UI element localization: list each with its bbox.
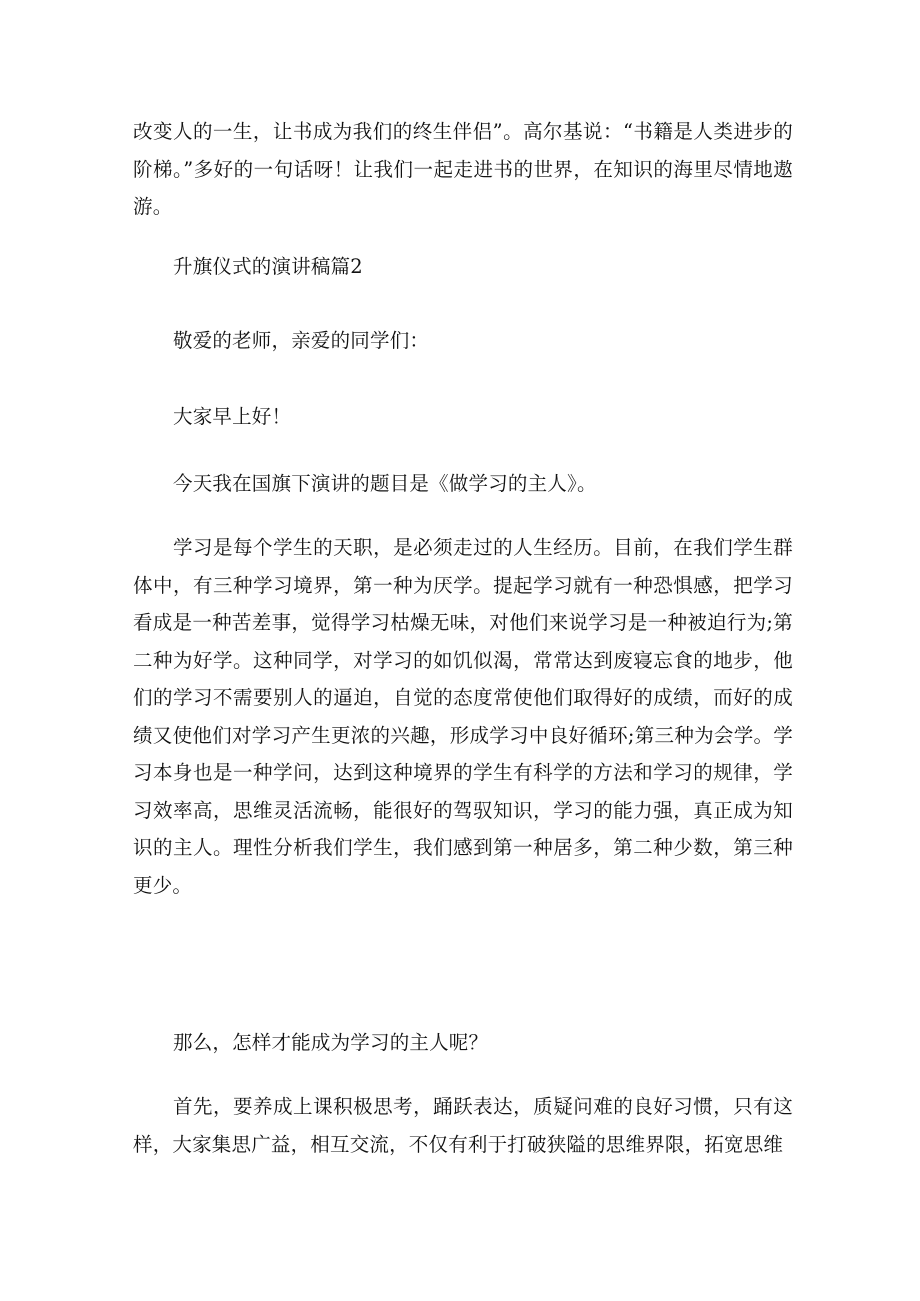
speech-topic: 今天我在国旗下演讲的题目是《做学习的主人》。 (173, 472, 597, 495)
greeting: 大家早上好！ (173, 405, 292, 428)
paragraph-learning-levels: 学习是每个学生的天职，是必须走过的人生经历。目前，在我们学生群体中，有三种学习境界，第一种为厌学。提起学习就有一种恐惧感，把学习看成是一种苦差事，觉得学习枯燥无味，对他们来说学习是一种被迫行为;第二种为好学。这种同学，对学习的如饥似渴，常常达到废寝忘食的地步，他们的学习不需要别人的逼迫，自觉的态度常使他们取得好的成绩，而好的成绩又使他们对学习产生更浓的兴趣，形成学习中良好循环;第三种为会学。学习本身也是一种学问，达到这种境界的学生有科学的方法和学习的规律，学习效率高，思维灵活流畅，能很好的驾驭知识，学习的能力强，真正成为知识的主人。理性分析我们学生，我们感到第一种居多，第二种少数，第三种更少。 (133, 536, 793, 897)
paragraph-first-method: 首先，要养成上课积极思考，踊跃表达，质疑问难的良好习惯，只有这样，大家集思广益，相互交流，不仅有利于打破狭隘的思维界限，拓宽思维 (133, 1095, 793, 1156)
question-paragraph: 那么，怎样才能成为学习的主人呢？ (173, 1031, 489, 1054)
section-heading: 升旗仪式的演讲稿篇2 (173, 255, 363, 278)
paragraph-continuation: 改变人的一生，让书成为我们的终生伴侣”。高尔基说：“书籍是人类进步的阶梯。”多好的一句话呀！让我们一起走进书的世界，在知识的海里尽情地遨游。 (133, 120, 793, 218)
salutation: 敬爱的老师，亲爱的同学们： (173, 329, 430, 352)
